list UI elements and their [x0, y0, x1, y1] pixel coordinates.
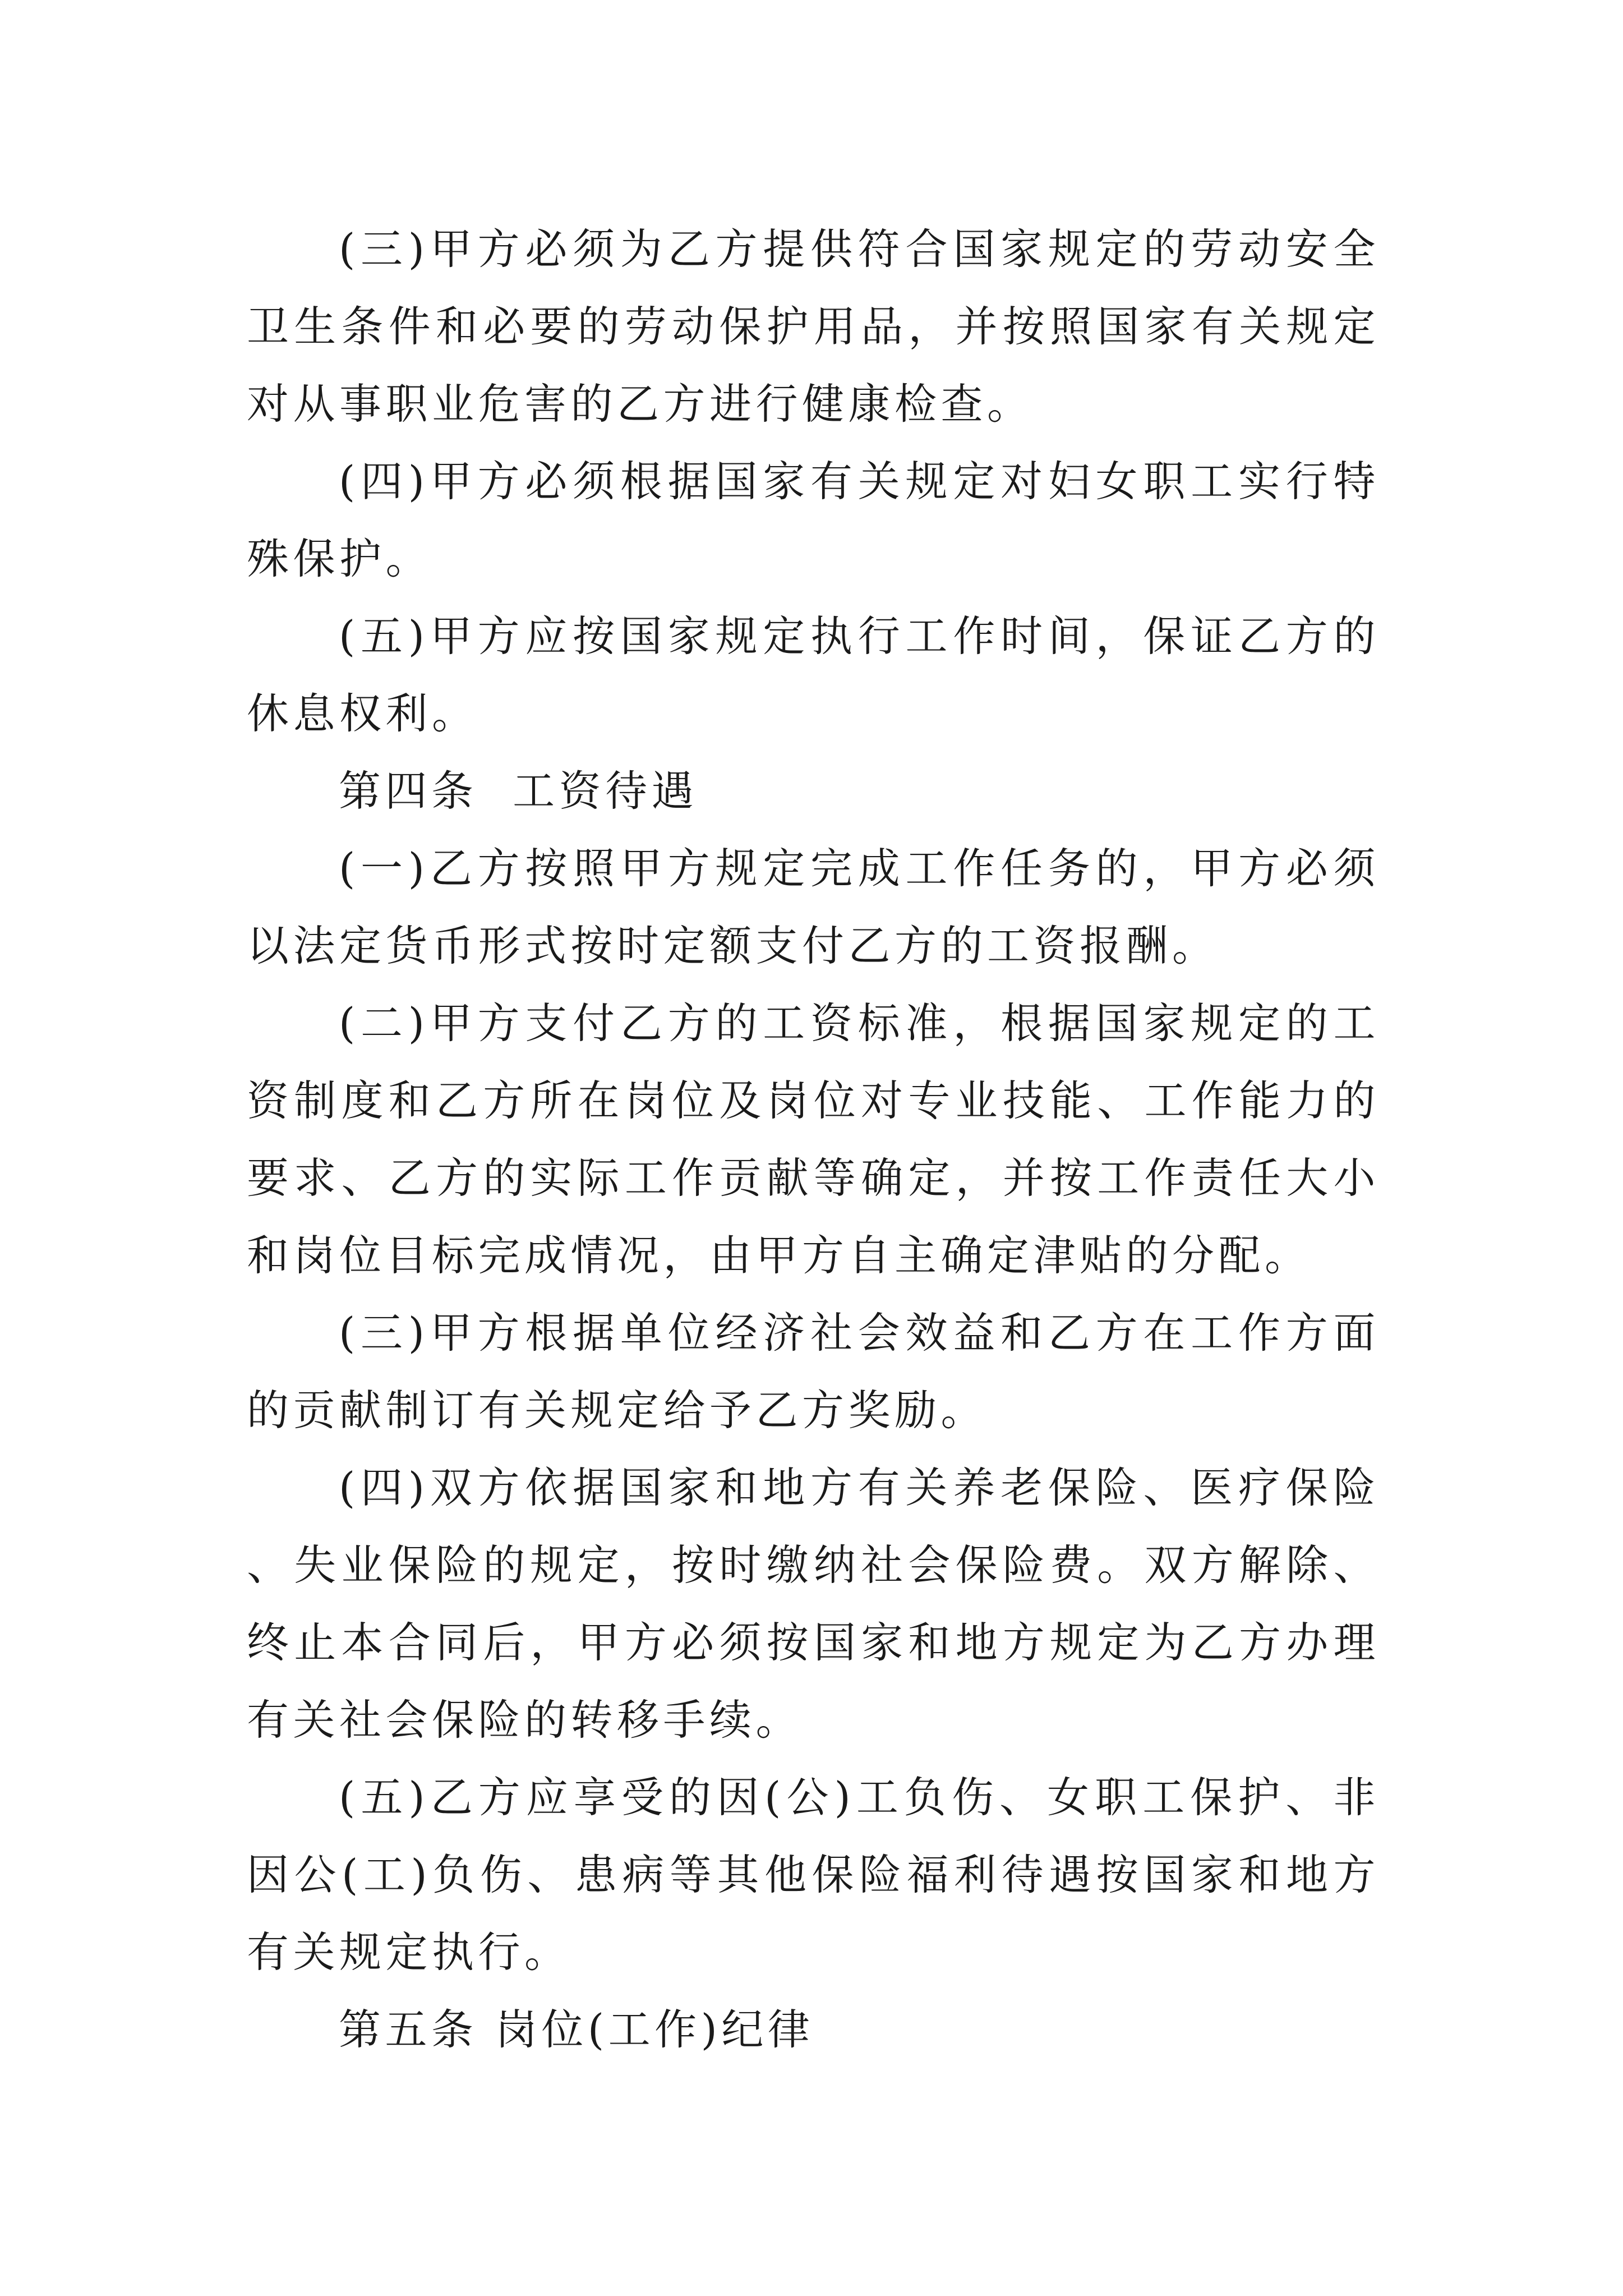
clause-4-4: (四)双方依据国家和地方有关养老保险、医疗保险 、失业保险的规定，按时缴纳社会保险费。双方解除、终止本合同后，甲方必须按国家和地方规定为乙方办理有关社会保险的转移手续。: [247, 1463, 1380, 1745]
document-body: [247, 210, 1380, 2068]
clause-4-5: (五)乙方应享受的因(公)工负伤、女职工保护、非因公(工)负伤、患病等其他保险福利待遇按国家和地方有关规定执行。: [247, 1773, 1380, 1977]
clause-4-3: (三)甲方根据单位经济社会效益和乙方在工作方面的贡献制订有关规定给予乙方奖励。: [247, 1308, 1380, 1435]
clause-4-1: (一)乙方按照甲方规定完成工作任务的，甲方必须以法定货币形式按时定额支付乙方的工资报酬。: [247, 844, 1380, 970]
clause-3-5: (五)甲方应按国家规定执行工作时间，保证乙方的休息权利。: [247, 611, 1380, 738]
article-4-heading: 第四条 工资待遇: [339, 766, 698, 816]
article-5-heading: 第五条 岗位(工作)纪律: [339, 2005, 814, 2054]
clause-3-3: (三)甲方必须为乙方提供符合国家规定的劳动安全卫生条件和必要的劳动保护用品，并按照国家有关规定对从事职业危害的乙方进行健康检查。: [247, 224, 1380, 429]
clause-3-4: (四)甲方必须根据国家有关规定对妇女职工实行特殊保护。: [247, 457, 1380, 583]
clause-4-2: (二)甲方支付乙方的工资标准，根据国家规定的工资制度和乙方所在岗位及岗位对专业技能、工作能力的要求、乙方的实际工作贡献等确定，并按工作责任大小和岗位目标完成情况，由甲方自主确定津贴的分配。: [247, 999, 1380, 1280]
